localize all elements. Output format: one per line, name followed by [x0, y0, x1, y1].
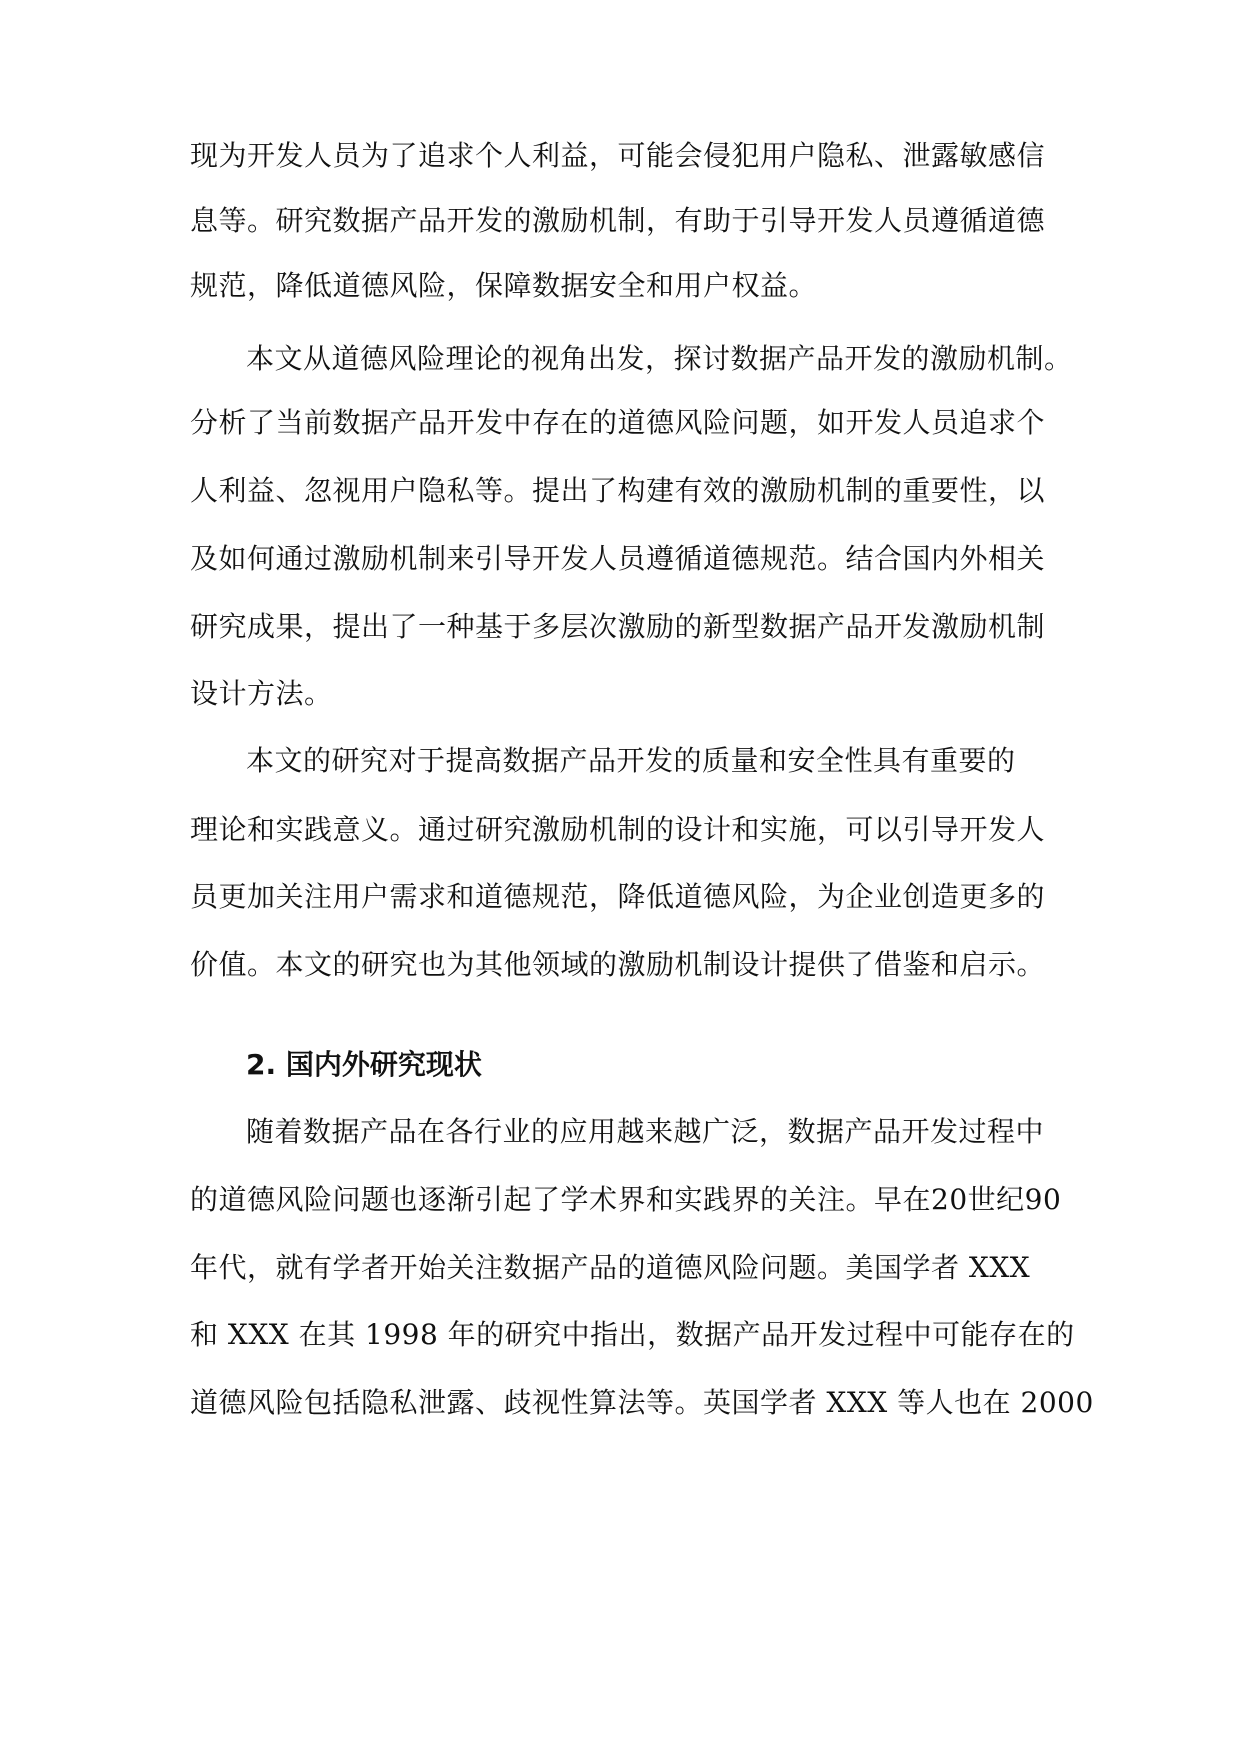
paragraph-2-line-5: 研究成果，提出了一种基于多层次激励的新型数据产品开发激励机制: [190, 610, 1046, 643]
paragraph-3-line-1: 本文的研究对于提高数据产品开发的质量和安全性具有重要的: [246, 744, 1016, 777]
paragraph-4-line-1: 随着数据产品在各行业的应用越来越广泛，数据产品开发过程中: [246, 1115, 1045, 1148]
paragraph-4-line-5: 道德风险包括隐私泄露、歧视性算法等。英国学者 XXX 等人也在 2000: [190, 1386, 1094, 1419]
paragraph-2-line-3: 人利益、忽视用户隐私等。提出了构建有效的激励机制的重要性，以: [190, 474, 1046, 507]
paragraph-2-line-4: 及如何通过激励机制来引导开发人员遵循道德规范。结合国内外相关: [190, 542, 1046, 575]
paragraph-2-line-2: 分析了当前数据产品开发中存在的道德风险问题，如开发人员追求个: [190, 406, 1046, 439]
paragraph-4-line-2: 的道德风险问题也逐渐引起了学术界和实践界的关注。早在20世纪90: [190, 1183, 1062, 1216]
paragraph-1-line-3: 规范，降低道德风险，保障数据安全和用户权益。: [190, 269, 818, 302]
paragraph-4-line-3: 年代，就有学者开始关注数据产品的道德风险问题。美国学者 XXX: [190, 1251, 1031, 1284]
paragraph-1-line-1: 现为开发人员为了追求个人利益，可能会侵犯用户隐私、泄露敏感信: [190, 139, 1046, 172]
paragraph-3-line-3: 员更加关注用户需求和道德规范，降低道德风险，为企业创造更多的: [190, 880, 1046, 913]
paragraph-3-line-2: 理论和实践意义。通过研究激励机制的设计和实施，可以引导开发人: [190, 813, 1046, 846]
paragraph-4-line-4: 和 XXX 在其 1998 年的研究中指出，数据产品开发过程中可能存在的: [190, 1318, 1075, 1351]
paragraph-2-line-6: 设计方法。: [190, 677, 333, 710]
paragraph-2-line-1: 本文从道德风险理论的视角出发，探讨数据产品开发的激励机制。: [246, 342, 1073, 375]
paragraph-3-line-4: 价值。本文的研究也为其他领域的激励机制设计提供了借鉴和启示。: [190, 948, 1046, 981]
section-heading: 2. 国内外研究现状: [246, 1048, 482, 1081]
paragraph-1-line-2: 息等。研究数据产品开发的激励机制，有助于引导开发人员遵循道德: [190, 204, 1046, 237]
